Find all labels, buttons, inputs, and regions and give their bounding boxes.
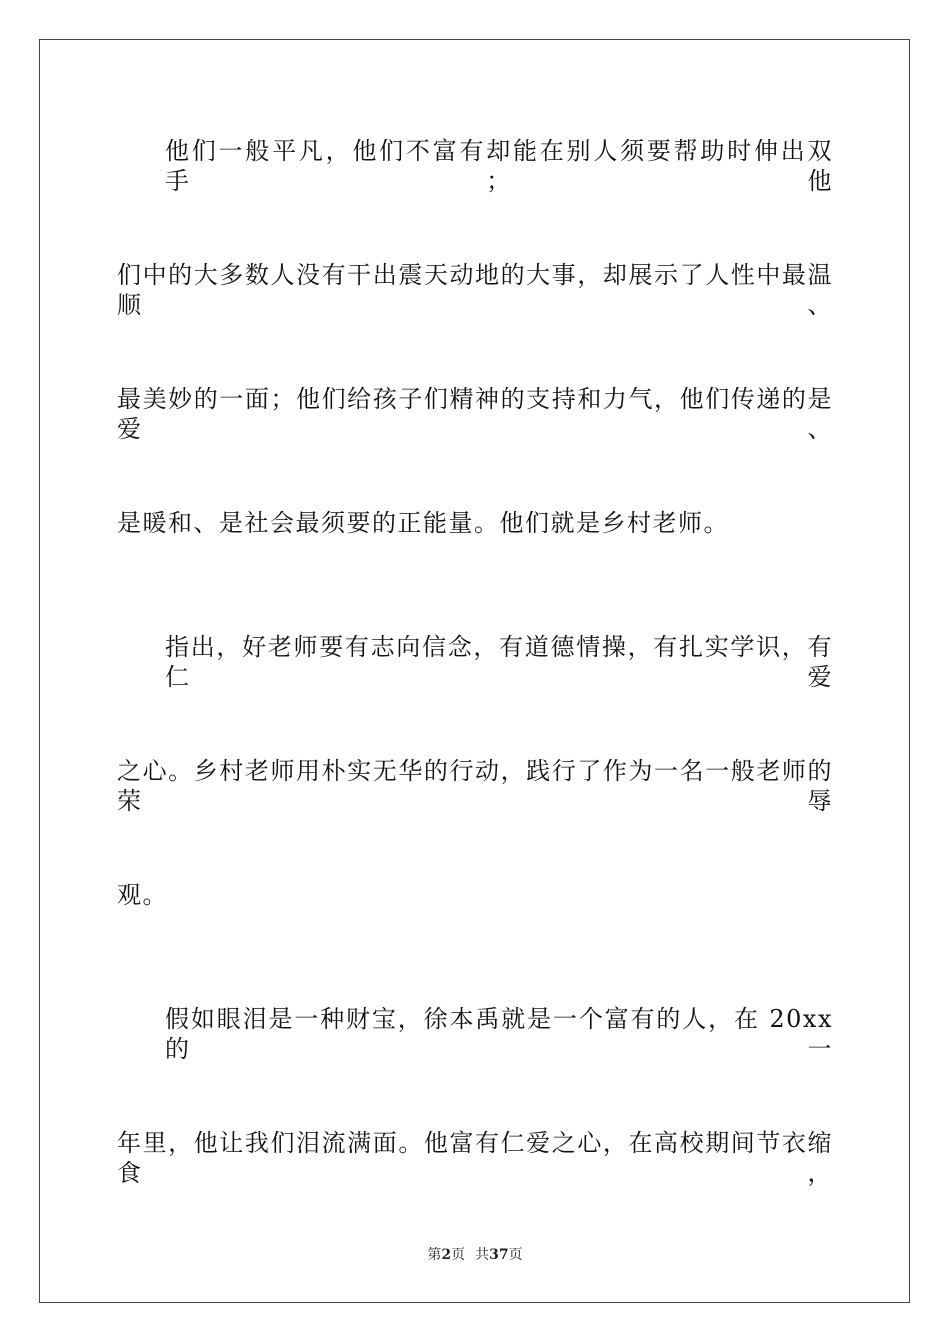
footer-total-pages: 37 xyxy=(489,1247,509,1263)
paragraph-1-line-3: 最美妙的一面；他们给孩子们精神的支持和力气，他们传递的是爱、 xyxy=(117,385,833,443)
footer-page-number: 2 xyxy=(441,1247,452,1263)
paragraph-2-line-3: 观。 xyxy=(117,881,168,909)
footer-total-prefix: 共 xyxy=(475,1247,490,1263)
paragraph-1-line-1: 他们一般平凡，他们不富有却能在别人须要帮助时伸出双手；他 xyxy=(165,137,833,195)
footer-page-suffix: 页 xyxy=(451,1247,466,1263)
paragraph-1-line-2: 们中的大多数人没有干出震天动地的大事，却展示了人性中最温顺、 xyxy=(117,261,833,319)
footer-total-suffix: 页 xyxy=(508,1247,523,1263)
footer-page-prefix: 第 xyxy=(427,1247,442,1263)
paragraph-3-line-1: 假如眼泪是一种财宝，徐本禹就是一个富有的人，在 20xx 的一 xyxy=(165,1005,833,1063)
paragraph-2-line-2: 之心。乡村老师用朴实无华的行动，践行了作为一名一般老师的荣辱 xyxy=(117,757,833,815)
paragraph-3-line-2: 年里，他让我们泪流满面。他富有仁爱之心，在高校期间节衣缩食， xyxy=(117,1129,833,1187)
page-footer xyxy=(0,1246,950,1264)
paragraph-1-line-4: 是暖和、是社会最须要的正能量。他们就是乡村老师。 xyxy=(117,509,729,537)
paragraph-2-line-1: 指出，好老师要有志向信念，有道德情操，有扎实学识，有仁爱 xyxy=(165,633,833,691)
